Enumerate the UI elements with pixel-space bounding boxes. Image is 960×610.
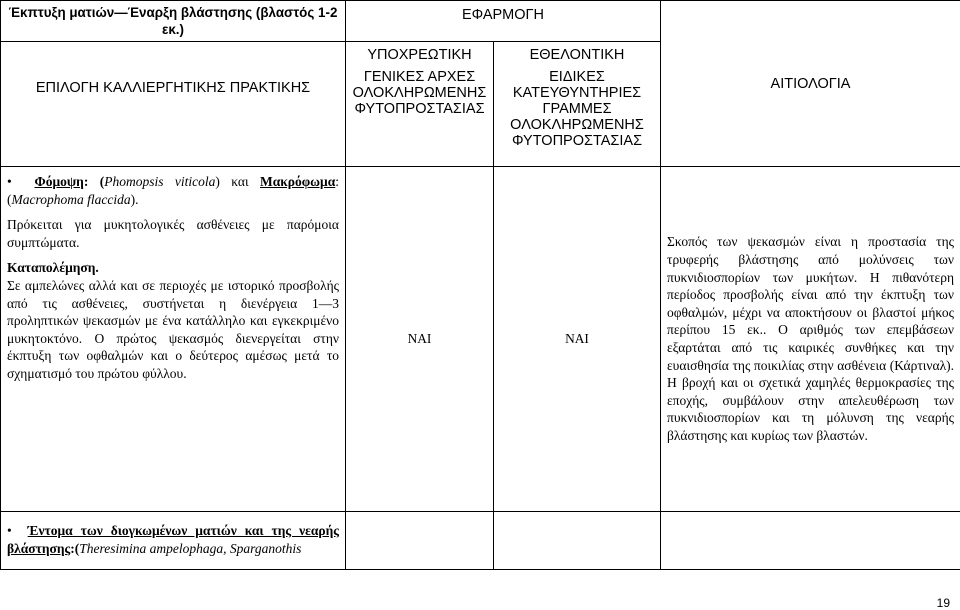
justification-header-cell [661, 1, 960, 167]
disease-latin-2: Macrophoma flaccida [11, 191, 131, 207]
header-row-top [1, 1, 960, 42]
separator: : ( [7, 174, 340, 207]
separator: :( [70, 540, 80, 556]
description-paragraph: Πρόκειται για μυκητολογικές ασθένειες με παρόμοια συμπτώματα. [7, 217, 339, 250]
separator: : ( [83, 174, 105, 189]
mandatory-value: ΝΑΙ [407, 331, 432, 346]
row-phomopsis [1, 167, 960, 512]
mandatory-cell-phomopsis [346, 167, 494, 512]
practice-cell-insects [1, 512, 346, 570]
bullet: • [7, 523, 12, 538]
practice-cell-phomopsis [1, 167, 346, 512]
justification-cell-phomopsis [661, 167, 960, 512]
mandatory-description: ΓΕΝΙΚΕΣ ΑΡΧΕΣ ΟΛΟΚΛΗΡΩΜΕΝΗΣ ΦΥΤΟΠΡΟΣΤΑΣΙΑΣ [352, 69, 487, 117]
voluntary-cell-insects [494, 512, 661, 570]
stage-title-cell [1, 1, 346, 42]
disease-name-2: Μακρόφωμα [260, 174, 336, 189]
voluntary-header-cell [494, 42, 661, 167]
voluntary-cell-phomopsis [494, 167, 661, 512]
application-header-cell [346, 1, 661, 42]
disease-latin-1: Phomopsis viticola [104, 174, 216, 189]
page-number: 19 [936, 596, 950, 610]
insect-latin: Theresimina ampelophaga, Sparganothis [79, 540, 302, 556]
insect-title: Έντομα των διογκωμένων ματιών και της νεαρής βλάστησης [7, 523, 339, 556]
separator: ). [130, 191, 139, 207]
voluntary-label: ΕΘΕΛΟΝΤΙΚΗ [529, 47, 625, 63]
disease-line [7, 173, 339, 208]
justification-text: Σκοπός των ψεκασμών είναι η προστασία της τρυφερής βλάστησης από μολύνσεις των πυκνιδιοσπορίων των μυκήτων. Η πιθανότερη περίοδος προσβολής είναι από την έκπτυξη των οφθαλμών, μέχρι να αποκτήσουν οι βλαστοί μήκος περίπου 15 εκ.. Ο αριθμός των επεμβάσεων εξαρτάται από τις καιρικές συνθήκες και την ευαισθησία της ποικιλίας στην ασθένεια (Κάρτιναλ). Η βροχή και οι σχετικά χαμηλές θερμοκρασίες της εποχής, συμβάλουν στην απελευθέρωση των πυκνιδιοσπορίων και τη μόλυνση της νεαρής βλάστησης και κυρίως των βλαστών. [667, 234, 955, 443]
bullet: • [7, 174, 12, 189]
mandatory-cell-insects [346, 512, 494, 570]
practice-header-cell [1, 42, 346, 167]
justification-label: ΑΙΤΙΟΛΟΓΙΑ [770, 75, 851, 92]
control-paragraph: Σε αμπελώνες αλλά και σε περιοχές με ιστορικό προσβολής από τις ασθένειες, συστήνεται η διενέργεια 1—3 προληπτικών ψεκασμών με ένα κατάλληλο και εγκεκριμένο μυκητοκτόνο. Ο πρώτος ψεκασμός διενεργείται στην έκπτυξη των οφθαλμών και ο δεύτερος αμέσως μετά το σχηματισμό του πρώτου φύλλου. [7, 277, 339, 381]
practice-label: ΕΠΙΛΟΓΗ ΚΑΛΛΙΕΡΓΗΤΙΚΗΣ ΠΡΑΚΤΙΚΗΣ [35, 80, 311, 96]
voluntary-value: ΝΑΙ [565, 331, 589, 346]
justification-cell-insects [661, 512, 960, 570]
and-text: ) και [215, 174, 261, 189]
disease-name-1: Φόμοψη [34, 174, 84, 189]
application-label: ΕΦΑΡΜΟΓΗ [462, 7, 544, 23]
row-insects [1, 512, 960, 570]
mandatory-label: ΥΠΟΧΡΕΩΤΙΚΗ [367, 47, 472, 63]
control-heading: Καταπολέμηση. [7, 260, 99, 276]
mandatory-header-cell [346, 42, 494, 167]
practice-text-phomopsis [1, 167, 345, 383]
stage-title: Έκπτυξη ματιών—Έναρξη βλάστησης (βλαστός 1-2 εκ.) [8, 5, 338, 37]
practice-text-insects [1, 512, 345, 557]
voluntary-description: ΕΙΔΙΚΕΣ ΚΑΤΕΥΘΥΝΤΗΡΙΕΣ ΓΡΑΜΜΕΣ ΟΛΟΚΛΗΡΩΜΕΝΗΣ ΦΥΤΟΠΡΟΣΤΑΣΙΑΣ [510, 69, 644, 149]
